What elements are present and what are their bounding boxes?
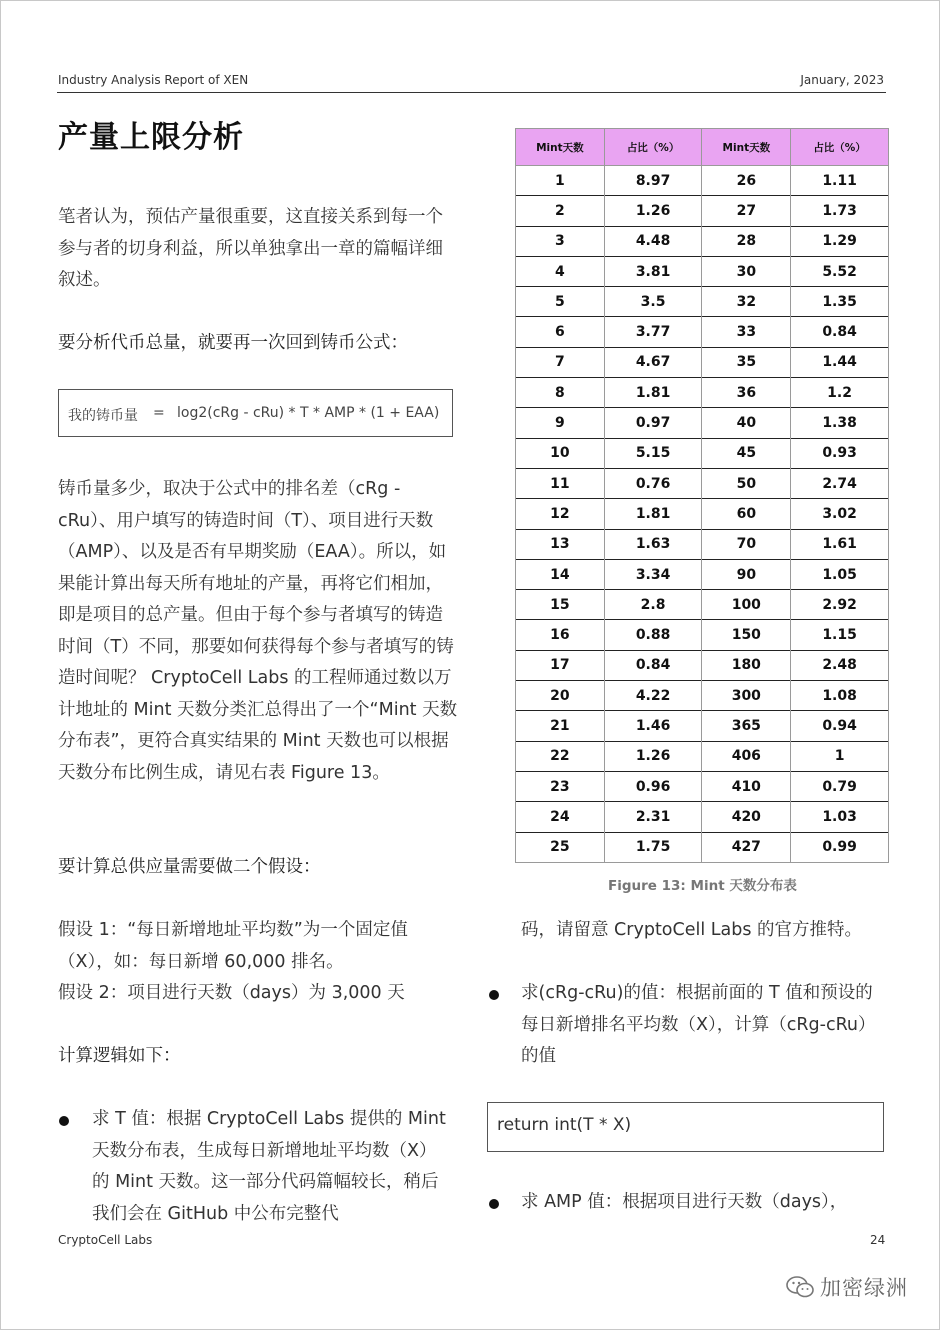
- header-divider: [57, 92, 886, 93]
- table-row: [516, 347, 889, 377]
- mint-days-cell: 180: [702, 650, 791, 680]
- mint-days-cell: 100: [702, 590, 791, 620]
- mint-days-cell: 50: [702, 468, 791, 498]
- table-row: [516, 620, 889, 650]
- percentage-cell: 0.84: [604, 650, 702, 680]
- mint-days-cell: 90: [702, 559, 791, 589]
- table-row: [516, 438, 889, 468]
- percentage-cell: 2.92: [791, 590, 889, 620]
- wechat-icon: [786, 1276, 814, 1298]
- table-row: [516, 771, 889, 801]
- percentage-cell: 3.5: [604, 287, 702, 317]
- mint-days-cell: 427: [702, 832, 791, 862]
- percentage-cell: 5.52: [791, 256, 889, 286]
- mint-days-cell: 16: [516, 620, 605, 650]
- mint-days-cell: 300: [702, 681, 791, 711]
- table-body: [516, 166, 889, 863]
- bullet-amp-value: 求 AMP 值：根据项目进行天数（days），: [521, 1192, 848, 1212]
- percentage-cell: 0.99: [791, 832, 889, 862]
- mint-days-cell: 28: [702, 226, 791, 256]
- mint-days-cell: 36: [702, 378, 791, 408]
- watermark: [786, 1272, 908, 1302]
- bullet-t-value-continued: 码，请留意 CryptoCell Labs 的官方推特。: [521, 920, 863, 940]
- percentage-cell: 1.08: [791, 681, 889, 711]
- mint-days-cell: 14: [516, 559, 605, 589]
- mint-days-cell: 8: [516, 378, 605, 408]
- percentage-cell: 1.44: [791, 347, 889, 377]
- mint-days-cell: 1: [516, 166, 605, 196]
- percentage-cell: 1.81: [604, 499, 702, 529]
- mint-days-cell: 4: [516, 256, 605, 286]
- formula-rhs: log2(cRg - cRu) * T * AMP * (1 + EAA): [177, 405, 440, 421]
- mint-days-cell: 70: [702, 529, 791, 559]
- header-date: January, 2023: [800, 73, 884, 87]
- percentage-cell: 0.84: [791, 317, 889, 347]
- mint-days-cell: 40: [702, 408, 791, 438]
- mint-days-cell: 12: [516, 499, 605, 529]
- table-row: [516, 832, 889, 862]
- bullet-dot: [489, 990, 499, 1000]
- percentage-cell: 4.22: [604, 681, 702, 711]
- percentage-cell: 1.03: [791, 802, 889, 832]
- section-title: 产量上限分析: [58, 120, 244, 155]
- table-row: [516, 559, 889, 589]
- assumptions-heading: 要计算总供应量需要做二个假设：: [58, 857, 321, 877]
- percentage-cell: 0.96: [604, 771, 702, 801]
- table-header-cell: 占比（%）: [791, 129, 889, 166]
- percentage-cell: 3.02: [791, 499, 889, 529]
- percentage-cell: 0.97: [604, 408, 702, 438]
- mint-days-cell: 7: [516, 347, 605, 377]
- percentage-cell: 0.76: [604, 468, 702, 498]
- table-row: [516, 287, 889, 317]
- intro-paragraph: 笔者认为，预估产量很重要，这直接关系到每一个参与者的切身利益，所以单独拿出一章的篇幅详细叙述。: [58, 207, 443, 290]
- percentage-cell: 3.77: [604, 317, 702, 347]
- percentage-cell: 1.73: [791, 196, 889, 226]
- table-row: [516, 408, 889, 438]
- percentage-cell: 1.2: [791, 378, 889, 408]
- mint-days-cell: 10: [516, 438, 605, 468]
- formula-equals: =: [153, 405, 165, 421]
- table-header-cell: Mint天数: [702, 129, 791, 166]
- percentage-cell: 1.15: [791, 620, 889, 650]
- table-row: [516, 650, 889, 680]
- table-row: [516, 802, 889, 832]
- table-row: [516, 256, 889, 286]
- table-row: [516, 741, 889, 771]
- assumption-1: 假设 1：“每日新增地址平均数”为一个固定值（X），如：每日新增 60,000 排名。: [58, 920, 408, 972]
- percentage-cell: 0.79: [791, 771, 889, 801]
- table-row: [516, 166, 889, 196]
- table-row: [516, 468, 889, 498]
- percentage-cell: 1.26: [604, 741, 702, 771]
- percentage-cell: 1.75: [604, 832, 702, 862]
- mint-days-cell: 23: [516, 771, 605, 801]
- mint-days-cell: 6: [516, 317, 605, 347]
- table-caption: Figure 13: Mint 天数分布表: [608, 878, 797, 894]
- percentage-cell: 3.81: [604, 256, 702, 286]
- table-header-cell: 占比（%）: [604, 129, 702, 166]
- mint-days-cell: 9: [516, 408, 605, 438]
- mint-days-cell: 3: [516, 226, 605, 256]
- table-header-cell: Mint天数: [516, 129, 605, 166]
- mint-days-cell: 5: [516, 287, 605, 317]
- assumptions-block: [58, 915, 458, 1010]
- footer-company: CryptoCell Labs: [58, 1233, 153, 1247]
- mint-days-table: [515, 128, 889, 863]
- percentage-cell: 2.74: [791, 468, 889, 498]
- mint-days-cell: 17: [516, 650, 605, 680]
- percentage-cell: 0.94: [791, 711, 889, 741]
- percentage-cell: 1.26: [604, 196, 702, 226]
- table-row: [516, 529, 889, 559]
- percentage-cell: 2.8: [604, 590, 702, 620]
- mint-days-cell: 35: [702, 347, 791, 377]
- percentage-cell: 1.29: [791, 226, 889, 256]
- mint-days-cell: 60: [702, 499, 791, 529]
- mint-days-cell: 32: [702, 287, 791, 317]
- table-row: [516, 711, 889, 741]
- percentage-cell: 5.15: [604, 438, 702, 468]
- percentage-cell: 4.67: [604, 347, 702, 377]
- table-row: [516, 590, 889, 620]
- bullet-dot: [59, 1116, 69, 1126]
- table-header-row: [516, 129, 889, 166]
- mint-days-cell: 26: [702, 166, 791, 196]
- mint-days-cell: 45: [702, 438, 791, 468]
- percentage-cell: 1.35: [791, 287, 889, 317]
- mint-days-cell: 15: [516, 590, 605, 620]
- mint-days-cell: 406: [702, 741, 791, 771]
- watermark-text: 加密绿洲: [820, 1276, 908, 1300]
- percentage-cell: 8.97: [604, 166, 702, 196]
- mint-days-cell: 33: [702, 317, 791, 347]
- explanation-paragraph: 铸币量多少，取决于公式中的排名差（cRg - cRu）、用户填写的铸造时间（T）、项目进行天数（AMP）、以及是否有早期奖励（EAA）。所以，如果能计算出每天所有地址的产量，再将它们相加，即是项目的总产量。但由于每个参与者填写的铸造时间（T）不同，那要如何获得每个参与者填写的铸造时间呢？ CryptoCell Labs 的工程师通过数以万计地址的 Mint 天数分类汇总得出了一个“Mint 天数分布表”，更符合真实结果的 Mint 天数也可以根据天数分布比例生成，请见右表 Figure 13。: [58, 479, 458, 783]
- mint-days-cell: 150: [702, 620, 791, 650]
- table-row: [516, 378, 889, 408]
- code-block: return int(T * X): [487, 1102, 884, 1152]
- percentage-cell: 0.93: [791, 438, 889, 468]
- table-row: [516, 226, 889, 256]
- mint-days-cell: 21: [516, 711, 605, 741]
- mint-days-cell: 30: [702, 256, 791, 286]
- mint-days-cell: 20: [516, 681, 605, 711]
- mint-days-cell: 24: [516, 802, 605, 832]
- logic-heading: 计算逻辑如下：: [58, 1046, 181, 1066]
- bullet-t-value: 求 T 值：根据 CryptoCell Labs 提供的 Mint 天数分布表，生成每日新增地址平均数（X）的 Mint 天数。这一部分代码篇幅较长，稍后我们会在 GitHub 中公布完整代: [92, 1109, 446, 1224]
- table-row: [516, 681, 889, 711]
- percentage-cell: 1: [791, 741, 889, 771]
- formula-lhs: 我的铸币量: [68, 408, 138, 424]
- formula-box: [58, 389, 453, 437]
- page-number: 24: [870, 1233, 886, 1247]
- table-row: [516, 196, 889, 226]
- percentage-cell: 2.31: [604, 802, 702, 832]
- percentage-cell: 3.34: [604, 559, 702, 589]
- percentage-cell: 1.61: [791, 529, 889, 559]
- percentage-cell: 2.48: [791, 650, 889, 680]
- percentage-cell: 1.05: [791, 559, 889, 589]
- percentage-cell: 4.48: [604, 226, 702, 256]
- mint-days-cell: 420: [702, 802, 791, 832]
- percentage-cell: 1.38: [791, 408, 889, 438]
- bullet-rank-diff: 求(cRg-cRu)的值：根据前面的 T 值和预设的每日新增排名平均数（X），计算（cRg-cRu）的值: [521, 983, 876, 1066]
- mint-days-cell: 13: [516, 529, 605, 559]
- percentage-cell: 1.46: [604, 711, 702, 741]
- bullet-dot: [489, 1199, 499, 1209]
- mint-days-cell: 22: [516, 741, 605, 771]
- mint-days-cell: 27: [702, 196, 791, 226]
- table-row: [516, 317, 889, 347]
- header-report-title: Industry Analysis Report of XEN: [58, 73, 249, 87]
- mint-days-cell: 365: [702, 711, 791, 741]
- mint-days-cell: 410: [702, 771, 791, 801]
- mint-days-cell: 2: [516, 196, 605, 226]
- percentage-cell: 1.11: [791, 166, 889, 196]
- percentage-cell: 0.88: [604, 620, 702, 650]
- mint-days-cell: 25: [516, 832, 605, 862]
- percentage-cell: 1.81: [604, 378, 702, 408]
- assumption-2: 假设 2：项目进行天数（days）为 3,000 天: [58, 983, 405, 1003]
- percentage-cell: 1.63: [604, 529, 702, 559]
- formula-intro: 要分析代币总量，就要再一次回到铸币公式：: [58, 333, 408, 353]
- mint-days-cell: 11: [516, 468, 605, 498]
- table-row: [516, 499, 889, 529]
